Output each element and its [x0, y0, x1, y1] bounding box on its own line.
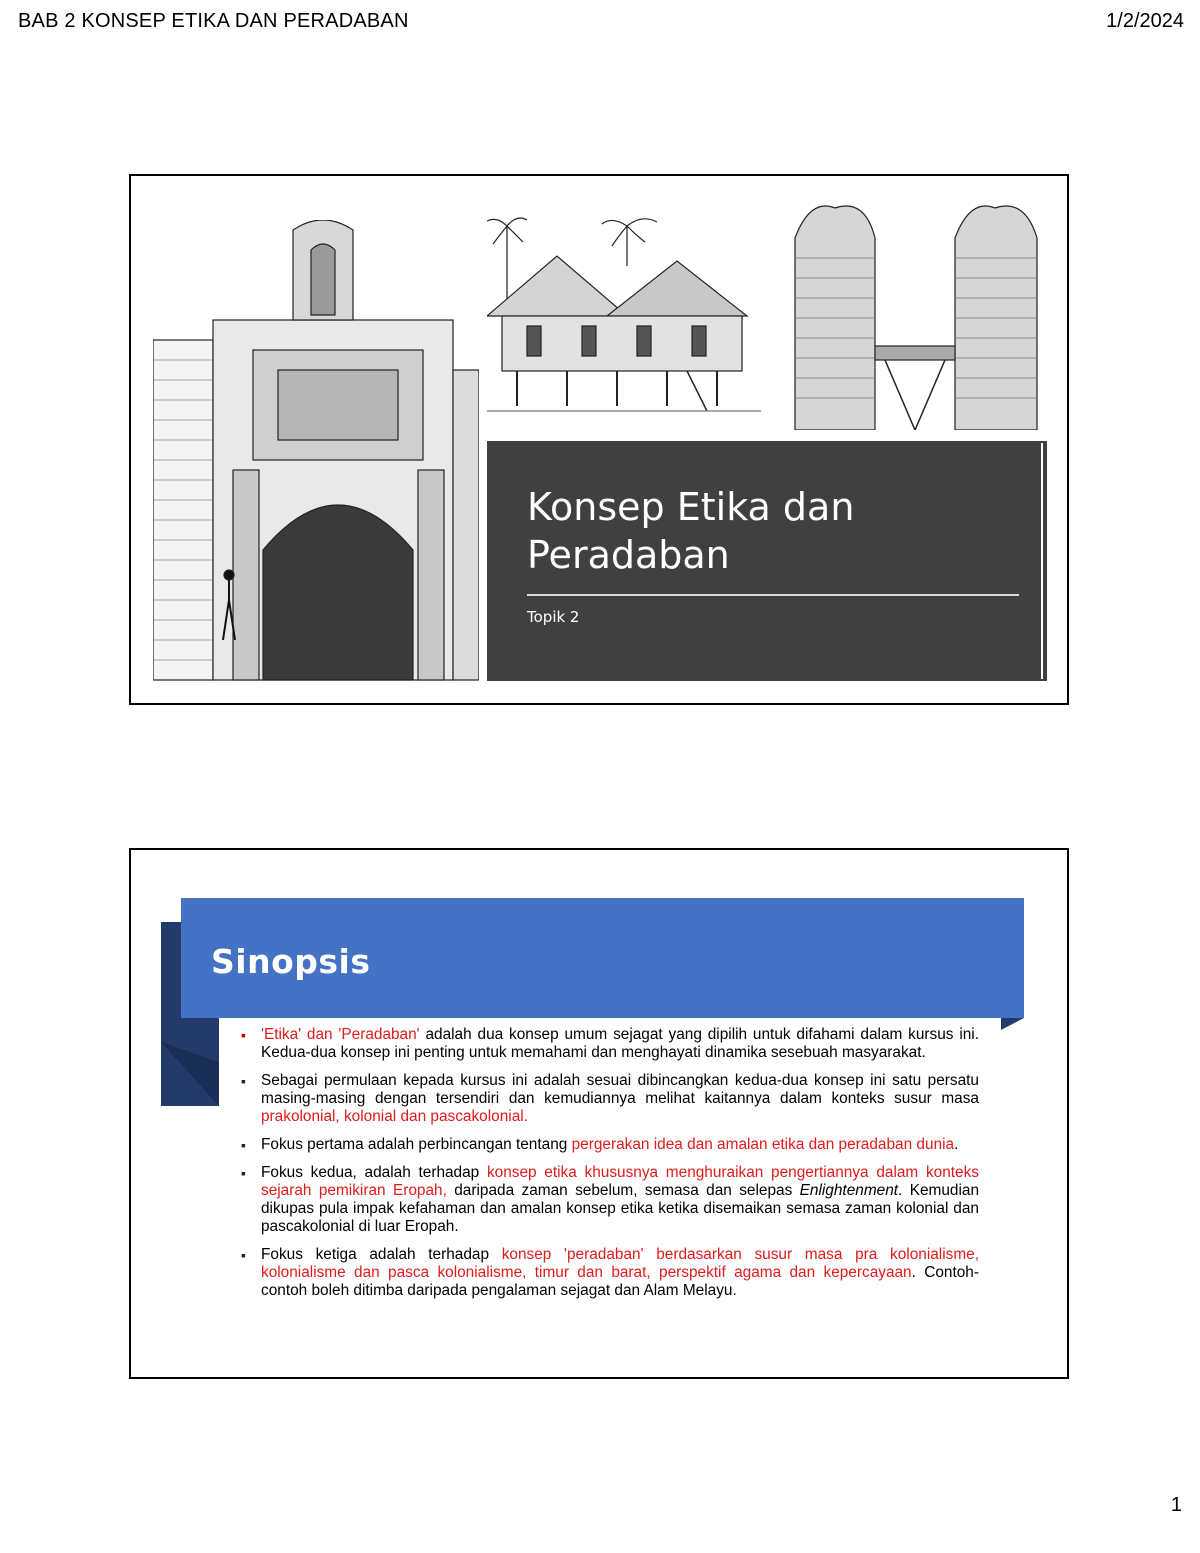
- bullet-marker-icon: ▪: [241, 1073, 246, 1089]
- bullet-marker-icon: ▪: [241, 1165, 246, 1181]
- title-slide: [129, 174, 1069, 705]
- bullet-text-segment: . Contoh-contoh boleh ditimba daripada pengalaman sejagat dan Alam Melayu.: [261, 1264, 979, 1299]
- synopsis-bullet: [239, 1164, 979, 1236]
- ribbon-tip: [1001, 1018, 1024, 1030]
- bullet-text-segment: Fokus ketiga adalah terhadap: [261, 1246, 502, 1263]
- bullet-text-segment: Fokus pertama adalah perbincangan tentang: [261, 1136, 572, 1153]
- synopsis-heading: Sinopsis: [211, 942, 371, 981]
- bullet-text-segment: . Kemudian dikupas pula impak kefahaman dan amalan konsep etika ketika disemaikan semasa zaman kolonial dan pascakolonial di luar Eropah.: [261, 1182, 979, 1235]
- page-number: 1: [1170, 1494, 1182, 1516]
- page-header-title: BAB 2 KONSEP ETIKA DAN PERADABAN: [18, 10, 409, 32]
- bullet-text-segment: adalah dua konsep umum sejagat yang dipilih untuk difahami dalam kursus ini. Kedua-dua konsep ini penting untuk memahami dan menghayati dinamika sesebuah masyarakat.: [261, 1026, 979, 1061]
- page-date: 1/2/2024: [1106, 10, 1184, 32]
- title-divider: [527, 594, 1019, 596]
- synopsis-bullet: [239, 1072, 979, 1126]
- bullet-marker-icon: ▪: [241, 1247, 246, 1263]
- bullet-text-segment: pergerakan idea dan amalan etika dan peradaban dunia: [571, 1136, 955, 1153]
- bullet-marker-icon: ▪: [241, 1027, 246, 1043]
- bullet-text-segment: prakolonial, kolonial dan pascakolonial.: [261, 1108, 528, 1125]
- synopsis-bullet-list: [239, 1026, 979, 1310]
- petronas-towers-sketch-image: [775, 198, 1047, 430]
- bullet-text-segment: 'Etika' dan 'Peradaban': [261, 1026, 420, 1043]
- bullet-text-segment: Sebagai permulaan kepada kursus ini adalah sesuai dibincangkan kedua-dua konsep ini satu persatu masing-masing dengan tersendiri dan kemudiannya melihat kaitannya dalam konteks susur masa: [261, 1072, 979, 1107]
- bullet-text-segment: daripada zaman sebelum, semasa dan selepas: [446, 1182, 800, 1199]
- bullet-text-segment: konsep etika khususnya menghuraikan pengertiannya dalam konteks sejarah pemikiran Eropah,: [261, 1164, 979, 1199]
- title-box: [487, 441, 1047, 681]
- slide-subtitle: Topik 2: [527, 608, 580, 626]
- bullet-text-segment: konsep 'peradaban' berdasarkan susur masa pra kolonialisme, kolonialisme dan pasca kolonialisme, timur dan barat, perspektif agama dan kepercayaan: [261, 1246, 979, 1281]
- synopsis-slide: [129, 848, 1069, 1379]
- synopsis-bullet: [239, 1026, 979, 1062]
- malay-house-sketch-image: [487, 206, 761, 432]
- famosa-gate-sketch-image: [153, 220, 479, 682]
- bullet-text-segment: Fokus kedua, adalah terhadap: [261, 1164, 487, 1181]
- synopsis-bullet: [239, 1136, 979, 1154]
- bullet-text-segment: Enlightenment: [799, 1182, 899, 1199]
- bullet-text-segment: .: [954, 1136, 959, 1153]
- synopsis-bullet: [239, 1246, 979, 1300]
- slide-title: Konsep Etika dan Peradaban: [527, 485, 855, 577]
- bullet-marker-icon: ▪: [241, 1137, 246, 1153]
